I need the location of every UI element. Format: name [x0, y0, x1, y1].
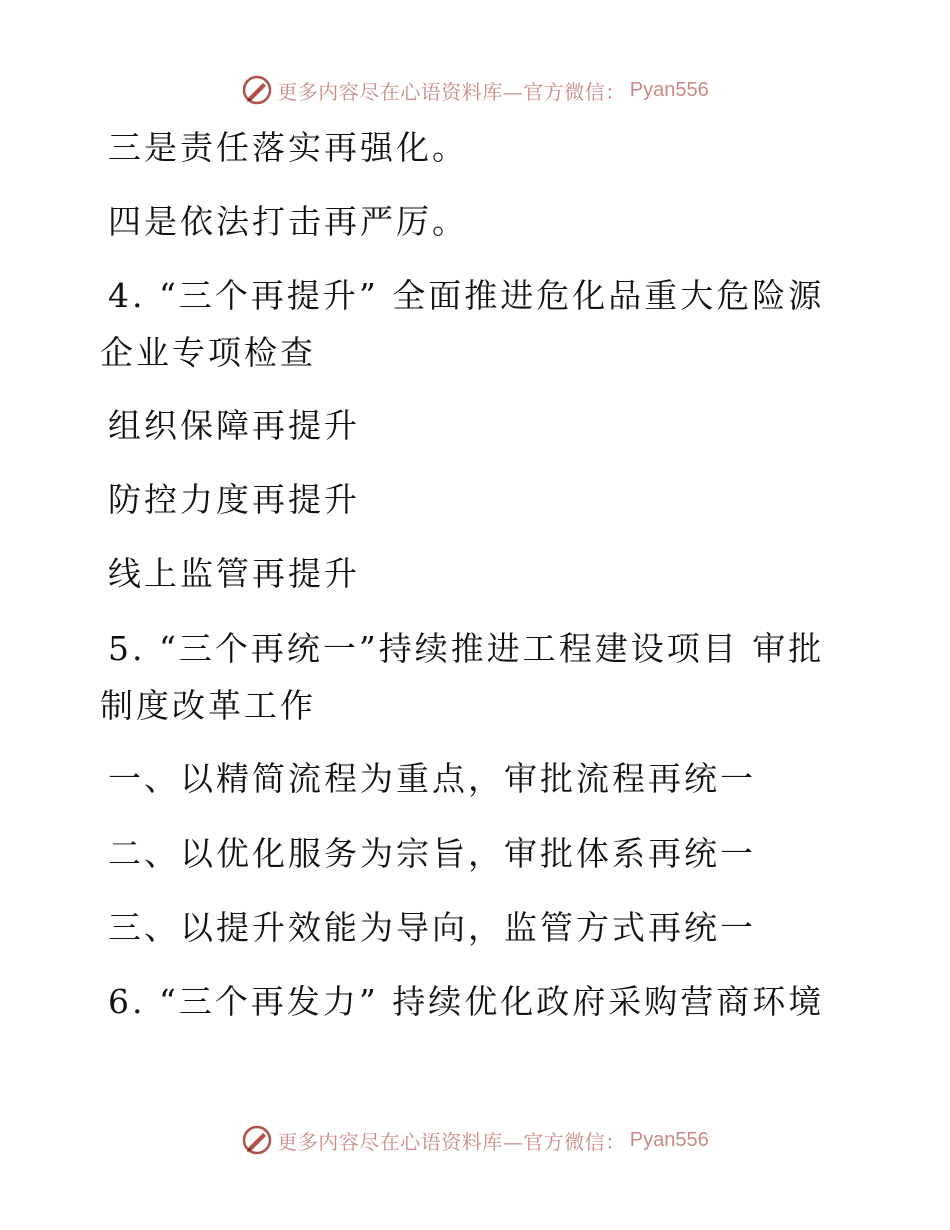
text-line: 四是依法打击再严厉。	[108, 202, 468, 241]
text-line: 二、以优化服务为宗旨，审批体系再统一	[108, 834, 756, 873]
section-heading: 4. “三个再提升” 全面推进危化品重大危险源	[108, 276, 825, 315]
watermark-handle: Pyan556	[629, 1128, 709, 1151]
watermark-text: 更多内容尽在心语资料库—官方微信：	[277, 79, 626, 104]
section-heading: 6. “三个再发力” 持续优化政府采购营商环境	[108, 982, 825, 1021]
text-line: 防控力度再提升	[108, 480, 360, 519]
text-line: 组织保障再提升	[108, 406, 360, 445]
section-heading-continued: 企业专项检查	[100, 333, 316, 372]
pen-logo-icon	[241, 1124, 273, 1156]
footer-watermark	[0, 1120, 950, 1160]
section-heading: 5. “三个再统一”持续推进工程建设项目 审批	[108, 629, 825, 668]
pen-logo-icon	[241, 74, 273, 106]
section-heading-continued: 制度改革工作	[100, 686, 316, 725]
header-watermark	[0, 70, 950, 110]
text-line: 三是责任落实再强化。	[108, 128, 468, 167]
watermark-handle: Pyan556	[629, 78, 709, 101]
text-line: 三、以提升效能为导向，监管方式再统一	[108, 908, 756, 947]
text-line: 线上监管再提升	[108, 554, 360, 593]
watermark-text: 更多内容尽在心语资料库—官方微信：	[277, 1129, 626, 1154]
text-line: 一、以精简流程为重点，审批流程再统一	[108, 759, 756, 798]
